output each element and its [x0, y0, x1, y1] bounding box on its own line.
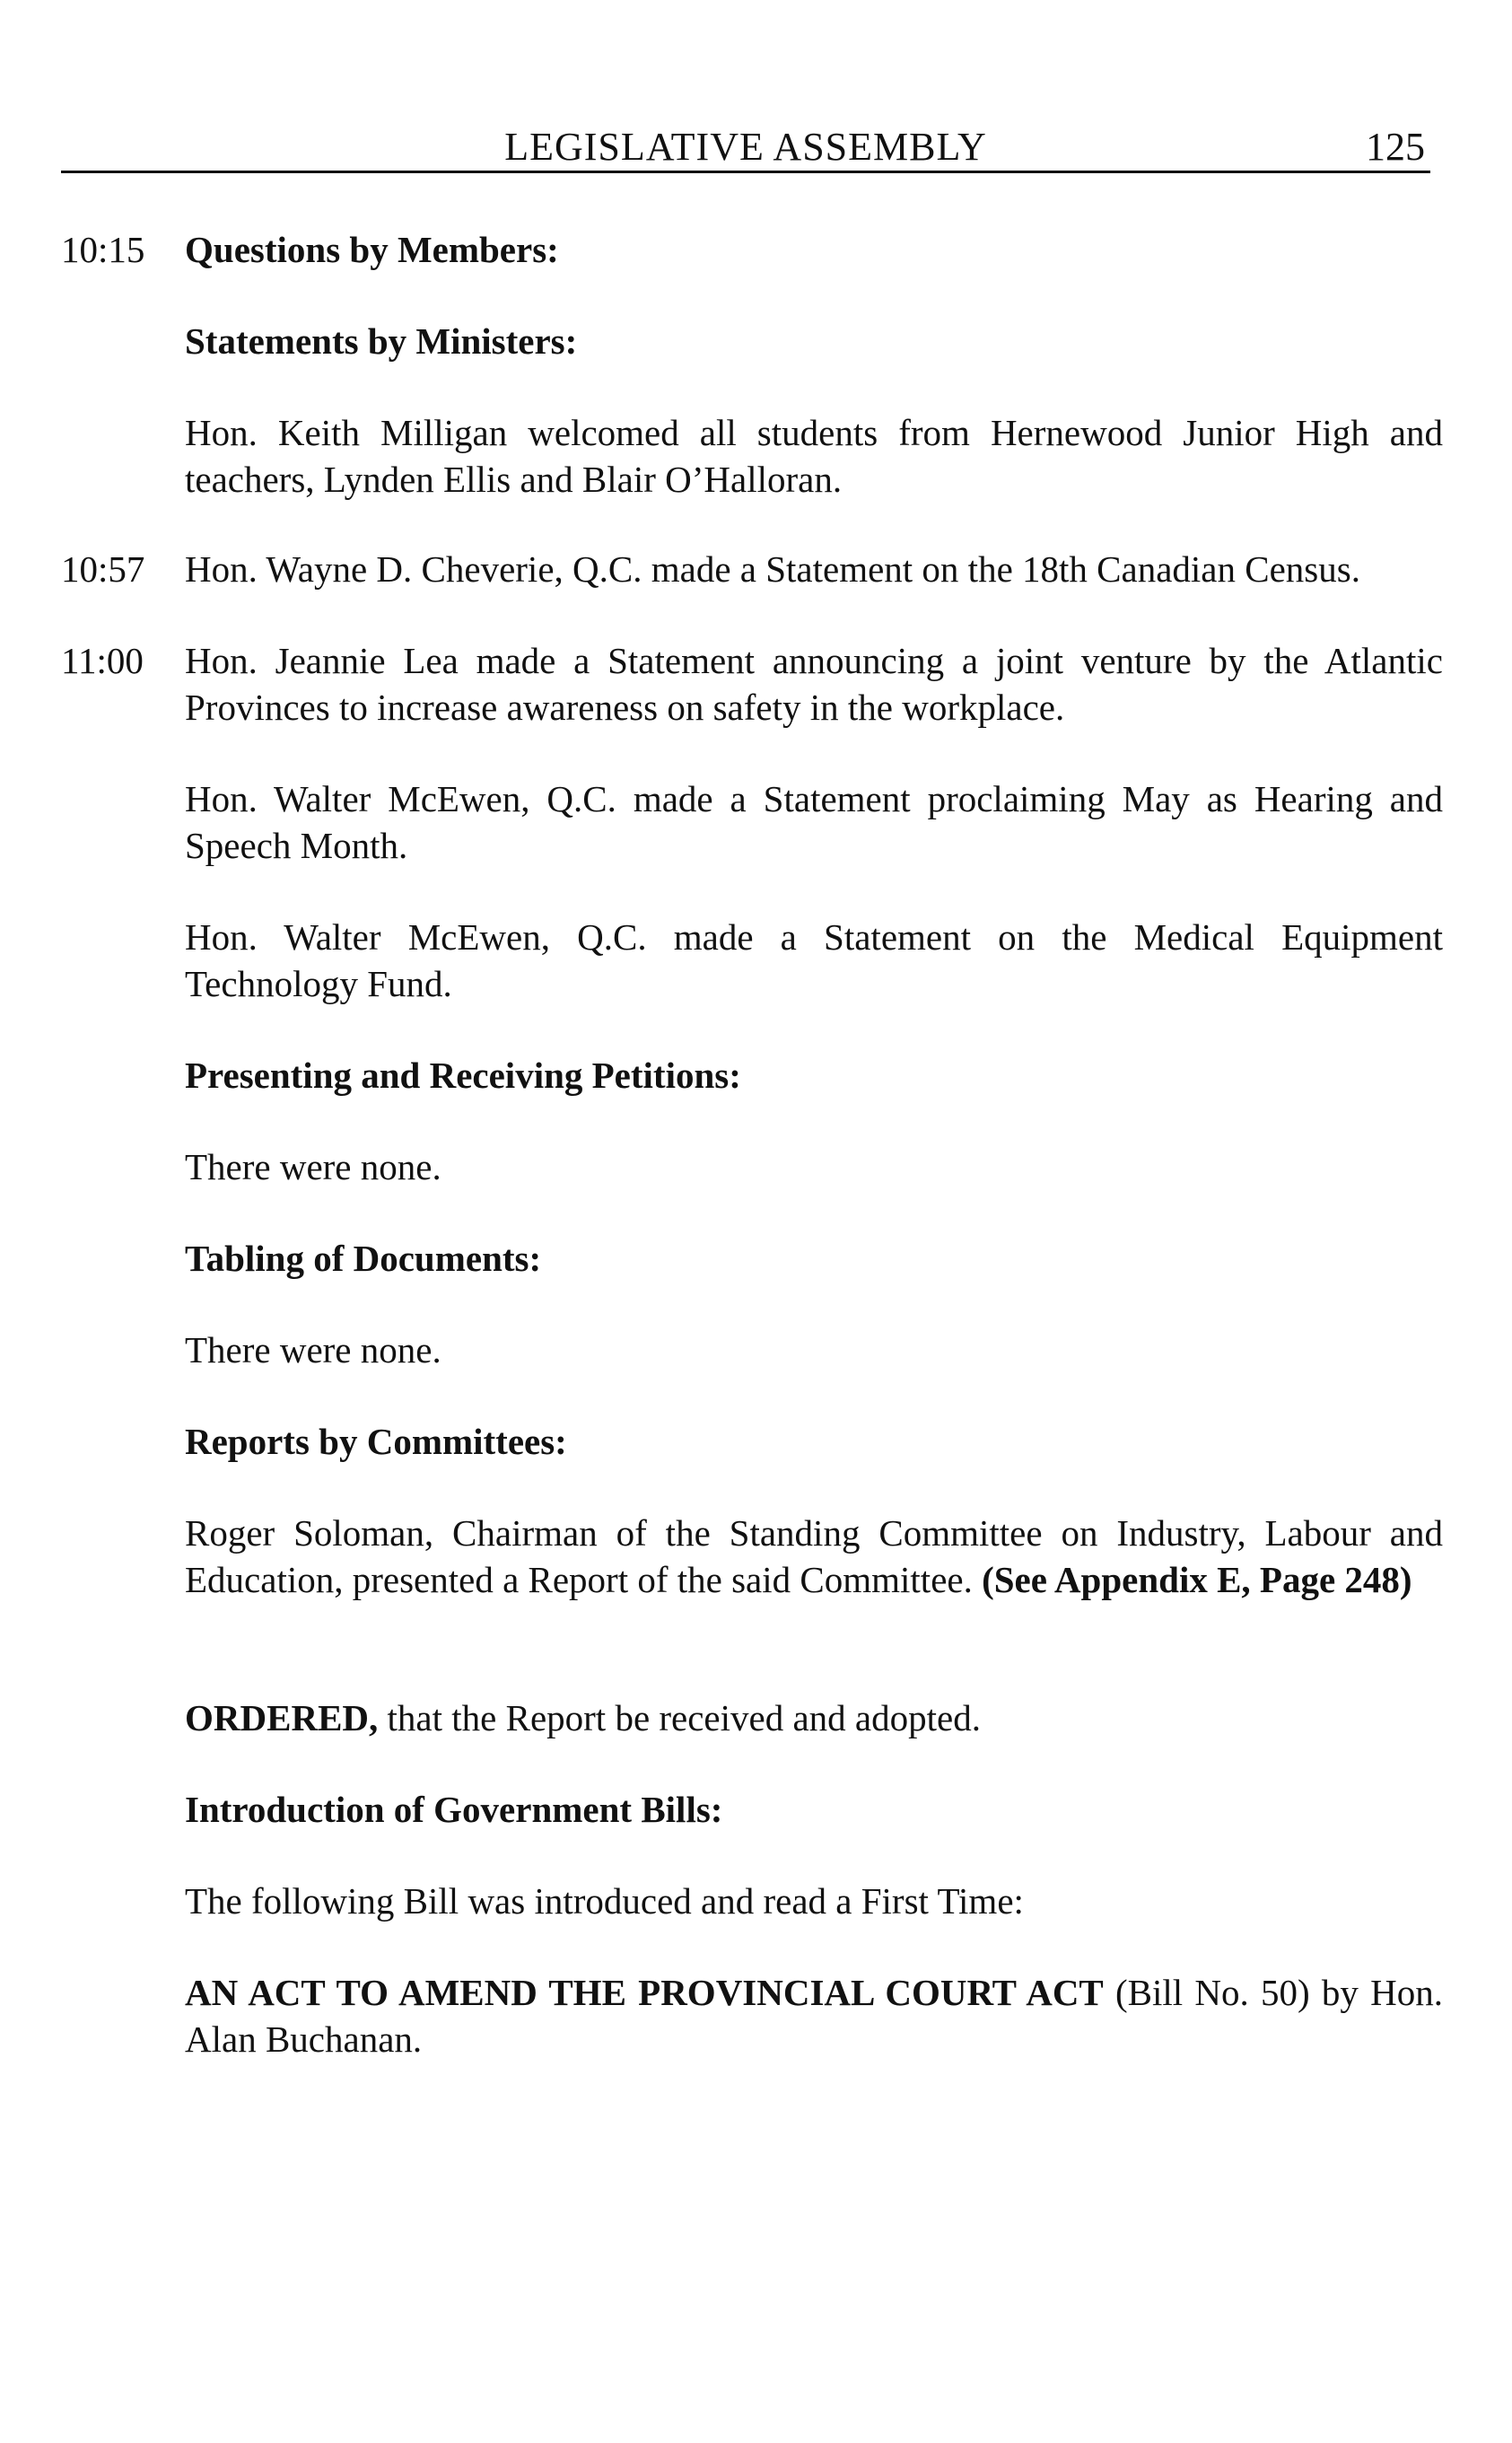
- paragraph-body: Roger Soloman, Chairman of the Standing Committee on Industry, Labour and Education, presented a Report of the said Committee.: [185, 1512, 1443, 1600]
- paragraph-text: [185, 1510, 1443, 1603]
- paragraph-text: [185, 1694, 1443, 1741]
- section-heading: Reports by Committees:: [185, 1421, 567, 1462]
- page-header-title: LEGISLATIVE ASSEMBLY: [504, 125, 987, 169]
- time-stamp: 11:00: [61, 640, 144, 681]
- section-heading: Tabling of Documents:: [185, 1238, 542, 1279]
- paragraph-body: that the Report be received and adopted.: [387, 1697, 981, 1738]
- appendix-reference: (See Appendix E, Page 248): [982, 1559, 1412, 1600]
- section-heading: Statements by Ministers:: [185, 320, 578, 362]
- paragraph-text: Hon. Wayne D. Cheverie, Q.C. made a Statement on the 18th Canadian Census.: [185, 548, 1360, 590]
- paragraph-text: Hon. Jeannie Lea made a Statement announcing a joint venture by the Atlantic Provinces to increase awareness on safety in the workplace.: [185, 640, 1443, 728]
- paragraph-text: [185, 1969, 1443, 2062]
- paragraph-body: (Bill No. 50) by Hon. Alan Buchanan.: [185, 1972, 1443, 2060]
- paragraph-text: The following Bill was introduced and read a First Time:: [185, 1880, 1024, 1922]
- page-header: [61, 124, 1430, 169]
- header-rule: [61, 171, 1430, 173]
- time-stamp: 10:57: [61, 548, 145, 590]
- ordered-label: ORDERED,: [185, 1697, 379, 1738]
- section-heading: Presenting and Receiving Petitions:: [185, 1055, 741, 1096]
- page-number: 125: [1366, 125, 1425, 169]
- paragraph-text: Hon. Walter McEwen, Q.C. made a Statement on the Medical Equipment Technology Fund.: [185, 916, 1443, 1004]
- time-stamp: 10:15: [61, 229, 145, 270]
- paragraph-text: Hon. Keith Milligan welcomed all students from Hernewood Junior High and teachers, Lynden Ellis and Blair O’Halloran.: [185, 412, 1443, 500]
- paragraph-text: Hon. Walter McEwen, Q.C. made a Statement proclaiming May as Hearing and Speech Month.: [185, 778, 1443, 866]
- paragraph-text: There were none.: [185, 1329, 441, 1370]
- paragraph-text: There were none.: [185, 1146, 441, 1187]
- section-heading: Questions by Members:: [185, 229, 559, 270]
- bill-title: AN ACT TO AMEND THE PROVINCIAL COURT ACT: [185, 1972, 1104, 2013]
- section-heading: Introduction of Government Bills:: [185, 1789, 723, 1830]
